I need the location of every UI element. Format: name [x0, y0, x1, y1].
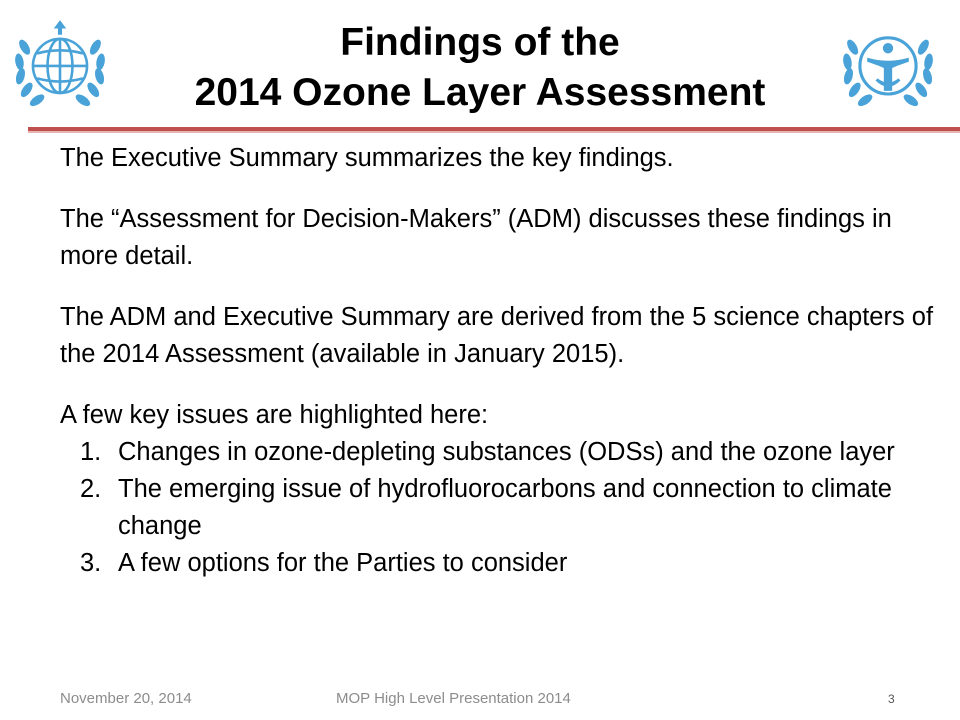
list-number: 3.: [80, 549, 102, 577]
list-number: 2.: [80, 475, 102, 503]
paragraph-executive-summary: The Executive Summary summarizes the key findings.: [60, 144, 674, 172]
title-rule-shadow: [28, 131, 960, 133]
slide-number: 3: [888, 692, 895, 706]
key-issues-list: [60, 434, 940, 582]
slide-title: [120, 18, 840, 118]
title-line-2: 2014 Ozone Layer Assessment: [194, 71, 766, 114]
wmo-emblem-icon: [8, 16, 112, 120]
paragraph-adm: The “Assessment for Decision-Makers” (ADM) discusses these findings in more detail.: [60, 205, 892, 270]
unep-emblem-icon: [836, 16, 940, 120]
paragraph-key-issues: A few key issues are highlighted here:: [60, 401, 489, 429]
list-item: [60, 471, 940, 545]
list-item-text: A few options for the Parties to consider: [118, 549, 568, 577]
list-item-text: The emerging issue of hydrofluorocarbons and connection to climate change: [118, 475, 892, 540]
list-item: [60, 545, 940, 582]
list-item: [60, 434, 940, 471]
list-item-text: Changes in ozone-depleting substances (ODSs) and the ozone layer: [118, 438, 895, 466]
title-line-1: Findings of the: [340, 21, 620, 64]
paragraph-derivation: The ADM and Executive Summary are derived from the 5 science chapters of the 2014 Assessment (available in January 2015).: [60, 303, 934, 368]
list-number: 1.: [80, 438, 102, 466]
footer-presentation-title: MOP High Level Presentation 2014: [336, 690, 571, 707]
slide-body: [60, 140, 940, 582]
footer-date: November 20, 2014: [60, 690, 192, 707]
